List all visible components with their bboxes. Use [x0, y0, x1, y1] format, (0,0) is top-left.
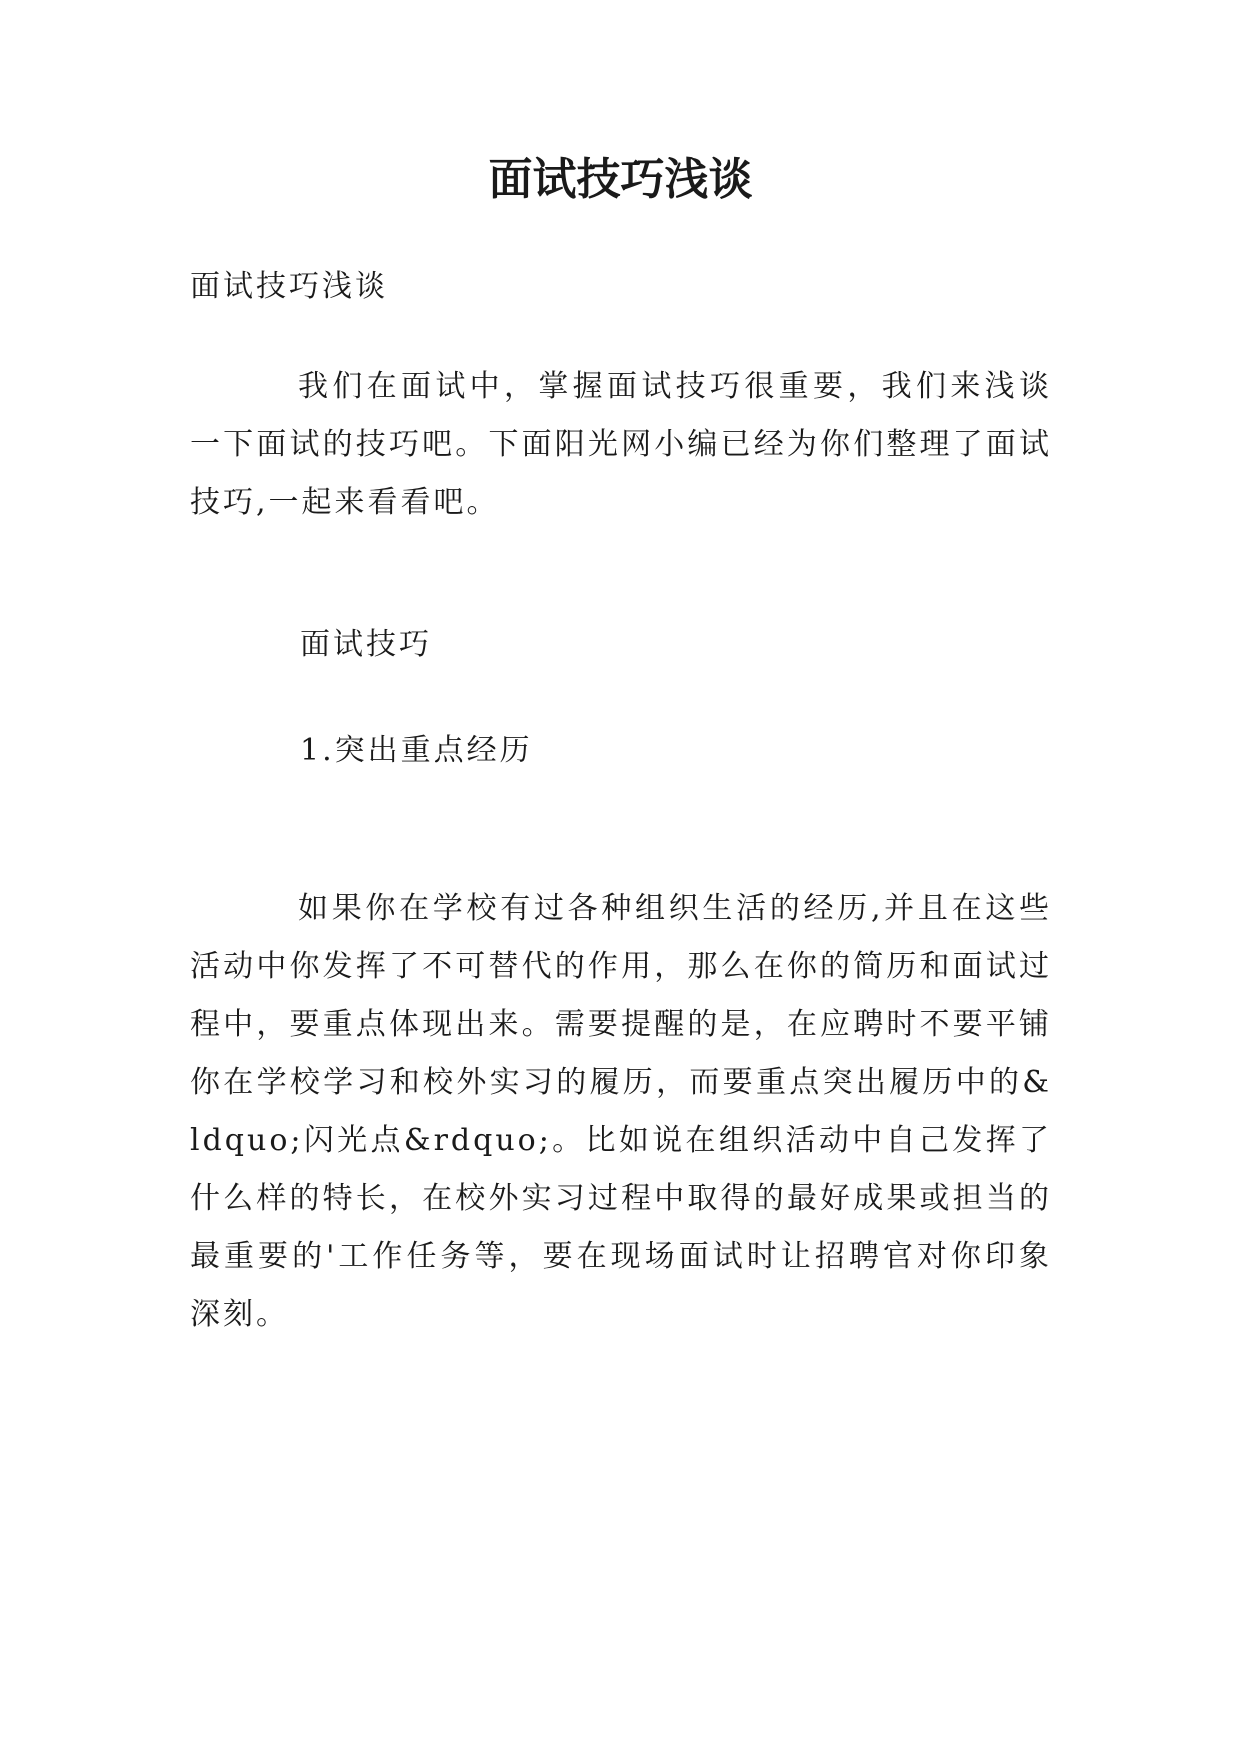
section-heading: 面试技巧 [300, 627, 432, 662]
document-title: 面试技巧浅谈 [488, 154, 753, 205]
point-1-body: 如果你在学校有过各种组织生活的经历,并且在这些活动中你发挥了不可替代的作用，那么在你的简历和面试过程中，要重点体现出来。需要提醒的是，在应聘时不要平铺你在学校学习和校外实习的履历，而要重点突出履历中的&ldquo;闪光点&rdquo;。比如说在组织活动中自己发挥了什么样的特长，在校外实习过程中取得的最好成果或担当的最重要的'工作任务等，要在现场面试时让招聘官对你印象深刻。 [190, 891, 1052, 1332]
document-subtitle: 面试技巧浅谈 [190, 269, 388, 304]
intro-paragraph: 我们在面试中，掌握面试技巧很重要，我们来浅谈一下面试的技巧吧。下面阳光网小编已经为你们整理了面试技巧,一起来看看吧。 [190, 369, 1052, 520]
point-1-heading: 1.突出重点经历 [300, 733, 533, 768]
